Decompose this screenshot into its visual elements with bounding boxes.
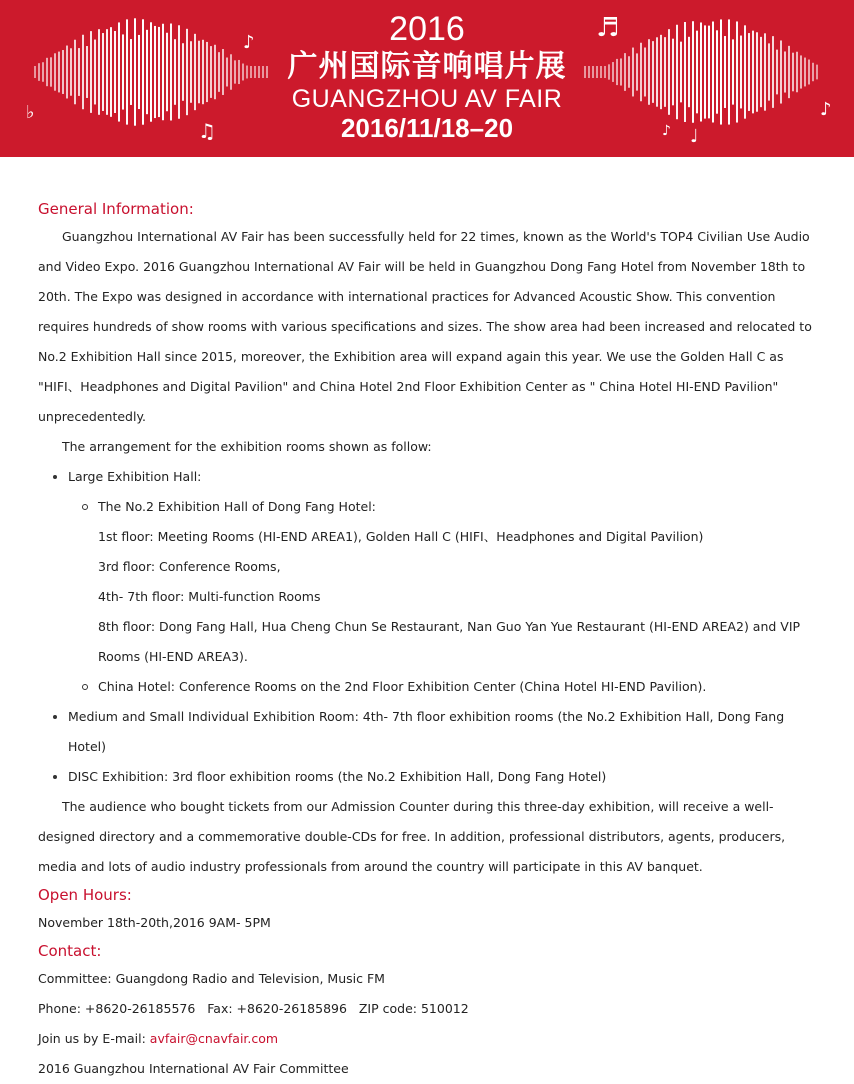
floor-4-7: 4th- 7th floor: Multi-function Rooms bbox=[98, 589, 321, 604]
floor-3: 3rd floor: Conference Rooms, bbox=[98, 559, 281, 574]
signature-line: 2016 Guangzhou International AV Fair Committee bbox=[38, 1061, 349, 1076]
music-note-icon: ♭ bbox=[26, 102, 35, 123]
contact-heading: Contact: bbox=[38, 942, 102, 960]
list-item-large-hall: Large Exhibition Hall: bbox=[38, 462, 818, 492]
banner-title-english: GUANGZHOU AV FAIR bbox=[291, 85, 563, 113]
banner-year: 2016 bbox=[389, 10, 465, 48]
music-note-icon: ♫ bbox=[198, 119, 216, 143]
list-item-disc: DISC Exhibition: 3rd floor exhibition rooms (the No.2 Exhibition Hall, Dong Fang Hotel) bbox=[38, 762, 818, 792]
floor-1: 1st floor: Meeting Rooms (HI-END AREA1), Golden Hall C (HIFI、Headphones and Digital Pavilion) bbox=[98, 529, 704, 544]
email-link[interactable]: avfair@cnavfair.com bbox=[149, 1031, 279, 1046]
general-info-heading: General Information: bbox=[38, 200, 194, 218]
music-note-icon: ♪ bbox=[662, 123, 671, 139]
music-note-icon: ♪ bbox=[820, 99, 832, 120]
banner-dates: 2016/11/18–20 bbox=[340, 113, 514, 143]
open-hours-heading: Open Hours: bbox=[38, 886, 132, 904]
floor-8: 8th floor: Dong Fang Hall, Hua Cheng Chun Se Restaurant, Nan Guo Yan Yue Restaurant (HI-END AREA2) and VIP Rooms (HI-END AREA3). bbox=[98, 619, 801, 664]
music-note-icon: ♬ bbox=[596, 13, 620, 43]
phone-line bbox=[38, 994, 818, 1024]
exhibition-list bbox=[38, 462, 818, 792]
list-item-medium-small: Medium and Small Individual Exhibition Room: 4th- 7th floor exhibition rooms (the No.2 Exhibition Hall, Dong Fang Hotel) bbox=[38, 702, 818, 762]
list-item-dongfang: The No.2 Exhibition Hall of Dong Fang Hotel: bbox=[38, 492, 818, 522]
music-note-icon: ♩ bbox=[690, 126, 699, 147]
email-label: Join us by E-mail: bbox=[38, 1031, 150, 1046]
audience-paragraph: The audience who bought tickets from our Admission Counter during this three-day exhibition, will receive a well-designed directory and a commemorative double-CDs for free. In addition, professional distributors, agents, producers, media and lots of audio industry professionals from around the country will participate in this AV banquet. bbox=[38, 799, 786, 874]
list-item-china-hotel: China Hotel: Conference Rooms on the 2nd Floor Exhibition Center (China Hotel HI-END Pavilion). bbox=[38, 672, 818, 702]
phone-text: Phone: +8620-26185576 Fax: +8620-26185896 ZIP code: 510012 bbox=[38, 1001, 469, 1016]
intro-paragraph: Guangzhou International AV Fair has been successfully held for 22 times, known as the World's TOP4 Civilian Use Audio and Video Expo. 2016 Guangzhou International AV Fair will be held in Guangzhou Dong Fang Hotel from November 18th to 20th. The Expo was designed in accordance with international practices for Advanced Acoustic Show. This convention requires hundreds of show rooms with various specifications and sizes. The show area had been increased and relocated to No.2 Exhibition Hall since 2015, moreover, the Exhibition area will expand again this year. We use the Golden Hall C as "HIFI、Headphones and Digital Pavilion" and China Hotel 2nd Floor Exhibition Center as " China Hotel HI-END Pavilion" unprecedentedly. bbox=[38, 229, 812, 424]
committee-line: Committee: Guangdong Radio and Television, Music FM bbox=[38, 971, 385, 986]
banner-title-chinese: 广州国际音响唱片展 bbox=[287, 49, 567, 84]
open-hours-text: November 18th-20th,2016 9AM- 5PM bbox=[38, 915, 271, 930]
arrangement-intro: The arrangement for the exhibition rooms shown as follow: bbox=[62, 439, 432, 454]
header-banner bbox=[0, 0, 854, 157]
article-content bbox=[38, 196, 818, 1084]
email-line bbox=[38, 1024, 818, 1054]
music-note-icon: ♪ bbox=[243, 32, 255, 53]
